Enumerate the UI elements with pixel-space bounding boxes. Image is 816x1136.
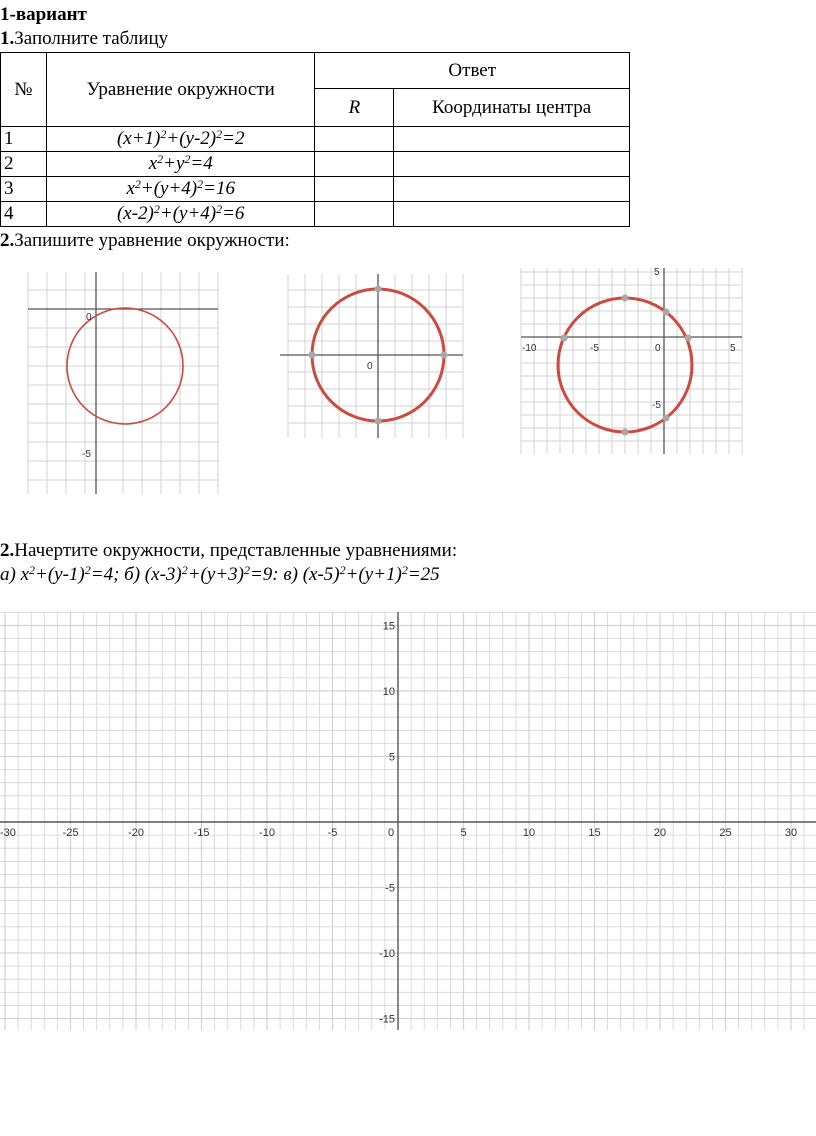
task1-text: Заполните таблицу [14, 28, 169, 49]
header-radius: R [315, 89, 394, 127]
big-grid-y-tick: -5 [385, 882, 395, 895]
graph-3-x-tick: -5 [590, 343, 599, 354]
big-grid-x-tick: 30 [784, 827, 798, 839]
graph-3-x-tick: -10 [522, 343, 537, 354]
graph-1-tick-minus5: -5 [82, 449, 91, 460]
graph-3-y-tick: -5 [652, 400, 661, 411]
header-answer: Ответ [315, 53, 630, 89]
big-grid-x-tick: -10 [259, 827, 275, 839]
row-equation: $x^2+(y+4)^2=16$ [46, 177, 315, 202]
big-grid-x-tick: -15 [193, 827, 210, 839]
task3-number: 2. [0, 540, 15, 561]
big-grid-x-tick: 20 [653, 827, 667, 839]
big-grid-x-tick: 5 [460, 827, 467, 839]
graph-3-x-tick: 0 [655, 343, 661, 354]
big-grid-y-tick: 5 [388, 751, 395, 764]
graph-3-x-tick: 5 [730, 343, 736, 354]
row-equation: $(x-2)^2+(y+4)^2=6$ [46, 202, 315, 227]
big-grid-x-tick: 15 [588, 827, 601, 839]
big-grid-x-tick: 0 [388, 827, 395, 839]
big-grid-y-tick: -15 [379, 1013, 395, 1026]
big-grid-x-tick: -25 [62, 827, 79, 839]
big-grid-x-tick: 25 [719, 827, 732, 839]
row-equation: $(x+1)^2+(y-2)^2=2$ [46, 127, 315, 152]
graph-1-tick-zero: 0 [86, 312, 92, 323]
big-grid-x-tick: -5 [327, 827, 338, 839]
header-number: № [1, 53, 47, 127]
big-grid-x-tick: -20 [128, 827, 144, 839]
big-grid-x-tick: 10 [522, 827, 536, 839]
big-grid-x-tick: -30 [0, 827, 16, 839]
row-number: 3 [1, 177, 47, 202]
big-grid-y-tick: -10 [379, 948, 395, 960]
graph-3-y-tick: 5 [654, 267, 660, 278]
row-number: 2 [1, 152, 47, 177]
header-equation: Уравнение окружности [46, 53, 315, 127]
header-center: Координаты центра [394, 89, 630, 127]
variant-title: 1-вариант [0, 4, 87, 25]
task3-text: Начертите окружности, представленные уравнениями: [14, 540, 458, 561]
graph-2-tick-zero: 0 [367, 361, 373, 372]
big-grid-y-tick: 15 [382, 620, 395, 633]
row-equation: $x^2+y^2=4$ [46, 152, 315, 177]
row-number: 1 [1, 127, 47, 152]
task2-number: 2. [0, 230, 15, 251]
task1-number: 1. [0, 28, 15, 49]
task3-equations: а) $x^2+(y-1)^2=4$; б) $(x-3)^2+(y+3)^2=9$: в) $(x-5)^2+(y+1)^2=25$ [0, 563, 440, 585]
row-number: 4 [1, 202, 47, 227]
task2-text: Запишите уравнение окружности: [14, 230, 290, 251]
big-grid-y-tick: 10 [382, 686, 395, 698]
